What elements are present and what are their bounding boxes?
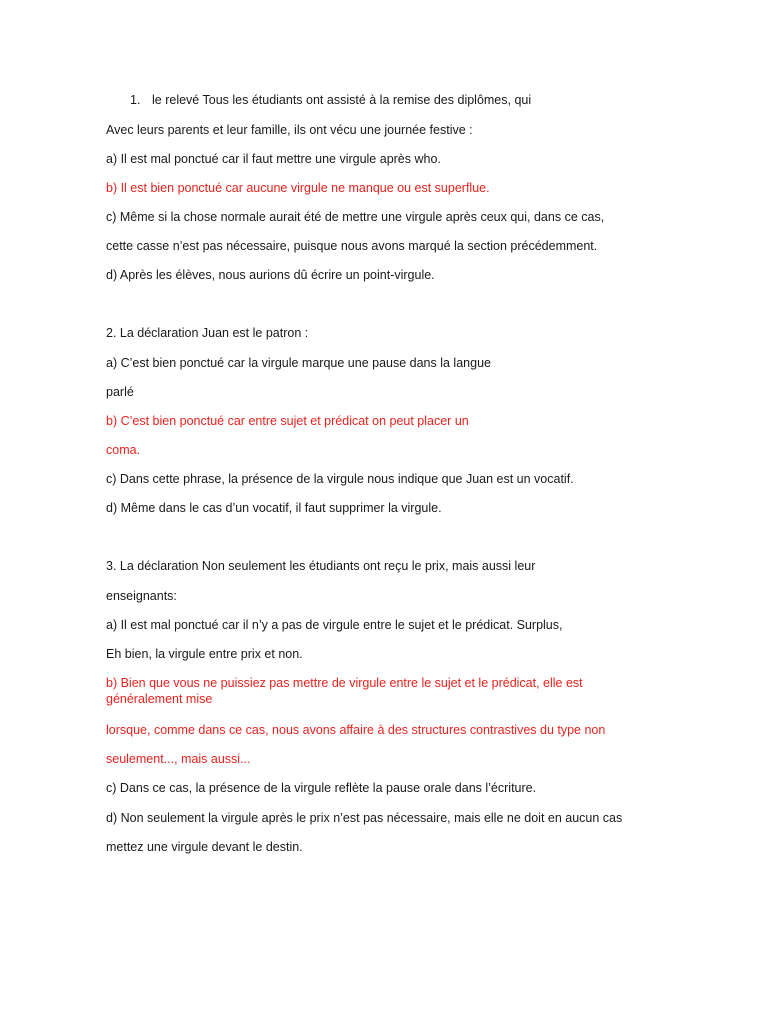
question3-statement-line2: enseignants: <box>106 589 177 603</box>
question1-option-d: d) Après les élèves, nous aurions dû écrire un point-virgule. <box>106 268 435 282</box>
question2-option-c: c) Dans cette phrase, la présence de la virgule nous indique que Juan est un vocatif. <box>106 472 574 486</box>
question3-option-a-line2: Eh bien, la virgule entre prix et non. <box>106 647 303 661</box>
question1-option-b-correct: b) Il est bien ponctué car aucune virgule ne manque ou est superflue. <box>106 181 490 195</box>
question1-option-a: a) Il est mal ponctué car il faut mettre une virgule après who. <box>106 152 441 166</box>
question3-option-d-line2: mettez une virgule devant le destin. <box>106 840 303 854</box>
question1-statement: le relevé Tous les étudiants ont assisté à la remise des diplômes, qui <box>152 93 532 107</box>
question1-option-c-line2: cette casse n’est pas nécessaire, puisque nous avons marqué la section précédemment. <box>106 239 598 253</box>
question2-option-d: d) Même dans le cas d’un vocatif, il faut supprimer la virgule. <box>106 501 442 515</box>
question2-option-b-line2-correct: coma. <box>106 443 141 457</box>
question1-number: 1. <box>130 93 141 107</box>
question3-option-b-line2-correct: lorsque, comme dans ce cas, nous avons affaire à des structures contrastives du type non <box>106 723 606 737</box>
question2-option-b-line1-correct: b) C’est bien ponctué car entre sujet et prédicat on peut placer un <box>106 414 469 428</box>
question2-option-a-line2: parlé <box>106 385 134 399</box>
question1-option-c-line1: c) Même si la chose normale aurait été de mettre une virgule après ceux qui, dans ce cas, <box>106 210 605 224</box>
question3-option-b-line1-correct: b) Bien que vous ne puissiez pas mettre de virgule entre le sujet et le prédicat, elle est généralement mise <box>106 676 583 706</box>
question2-statement: 2. La déclaration Juan est le patron : <box>106 326 309 340</box>
question2-option-a-line1: a) C’est bien ponctué car la virgule marque une pause dans la langue <box>106 356 491 370</box>
question3-option-c: c) Dans ce cas, la présence de la virgule reflète la pause orale dans l’écriture. <box>106 781 537 795</box>
question3-option-d-line1: d) Non seulement la virgule après le prix n’est pas nécessaire, mais elle ne doit en aucun cas <box>106 811 623 825</box>
question3-statement-line1: 3. La déclaration Non seulement les étudiants ont reçu le prix, mais aussi leur <box>106 559 536 573</box>
question1-context: Avec leurs parents et leur famille, ils ont vécu une journée festive : <box>106 123 473 137</box>
question3-option-a-line1: a) Il est mal ponctué car il n’y a pas de virgule entre le sujet et le prédicat. Surplus, <box>106 618 563 632</box>
question3-option-b-line3-correct: seulement..., mais aussi... <box>106 752 251 766</box>
